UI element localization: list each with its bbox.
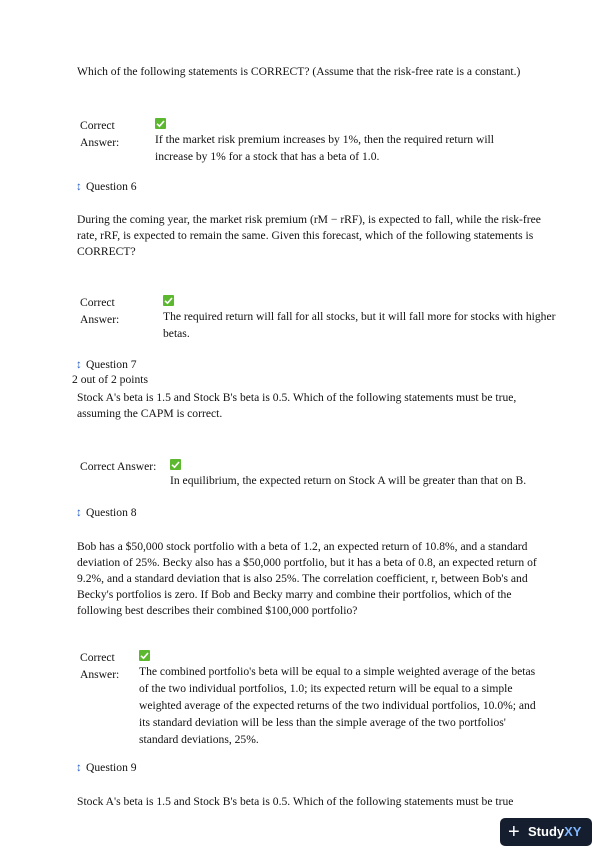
logo-text: StudyXY	[528, 824, 582, 839]
question-7-points: 2 out of 2 points	[72, 373, 149, 386]
check-icon	[155, 118, 166, 129]
correct-answer-label: Correct Answer:	[80, 460, 157, 473]
correct-answer-label	[80, 294, 119, 328]
question-9-heading	[76, 760, 137, 776]
question-toggle-icon[interactable]: ↕	[76, 358, 82, 371]
question-toggle-icon[interactable]: ↕	[76, 506, 82, 519]
question-9-title: Question 9	[86, 761, 137, 774]
question-7-heading	[76, 357, 137, 373]
label-line-2: Answer:	[80, 668, 120, 681]
label-line-2: Answer:	[80, 136, 120, 149]
question-8-heading	[76, 505, 137, 521]
question-8-correct-answer: The combined portfolio's beta will be equal to a simple weighted average of the betas of the two individual portfolios, 1.0; its expected return will be equal to a simple weighted average of the expected returns of the two individual portfolios, 10.0%; and its standard deviation will be less than the simple average of the two portfolios' standard deviations, 25%.	[139, 665, 536, 746]
question-6-title: Question 6	[86, 180, 137, 193]
question-5-prompt: Which of the following statements is CORRECT? (Assume that the risk-free rate is a constant.)	[77, 65, 521, 78]
studyxy-logo	[500, 818, 592, 846]
label-line-1: Correct	[80, 296, 115, 309]
label-line-1: Correct	[80, 651, 115, 664]
check-icon	[139, 650, 150, 661]
correct-answer-label	[80, 649, 119, 683]
label-line-1: Correct	[80, 119, 115, 132]
question-6-correct-answer: The required return will fall for all stocks, but it will fall more for stocks with higher betas.	[163, 310, 556, 340]
question-toggle-icon[interactable]: ↕	[76, 180, 82, 193]
correct-answer-label	[80, 117, 119, 151]
question-toggle-icon[interactable]: ↕	[76, 761, 82, 774]
question-8-prompt: Bob has a $50,000 stock portfolio with a beta of 1.2, an expected return of 10.8%, and a standard deviation of 25%. Becky also has a $50,000 portfolio, but it has a beta of 0.8, an expected return of 9.2%, and a standard deviation that is also 25%. The correlation coefficient, r, between Bob's and Becky's portfolios is zero. If Bob and Becky marry and combine their portfolios, which of the following best describes their combined $100,000 portfolio?	[77, 540, 537, 617]
question-7-correct-answer: In equilibrium, the expected return on Stock A will be greater than that on B.	[170, 474, 527, 487]
question-6-prompt: During the coming year, the market risk premium (rM − rRF), is expected to fall, while the risk-free rate, rRF, is expected to remain the same. Given this forecast, which of the following statements is CORRECT?	[77, 213, 541, 258]
check-icon	[163, 295, 174, 306]
label-line-2: Answer:	[80, 313, 120, 326]
question-5-correct-answer: If the market risk premium increases by 1%, then the required return will increase by 1% for a stock that has a beta of 1.0.	[155, 133, 495, 163]
question-9-prompt: Stock A's beta is 1.5 and Stock B's beta is 0.5. Which of the following statements must be true	[77, 795, 514, 808]
question-7-prompt: Stock A's beta is 1.5 and Stock B's beta is 0.5. Which of the following statements must be true, assuming the CAPM is correct.	[77, 391, 517, 420]
question-6-heading	[76, 179, 137, 195]
check-icon	[170, 459, 181, 470]
plus-icon: +	[508, 821, 520, 843]
question-7-title: Question 7	[86, 358, 137, 371]
question-8-title: Question 8	[86, 506, 137, 519]
